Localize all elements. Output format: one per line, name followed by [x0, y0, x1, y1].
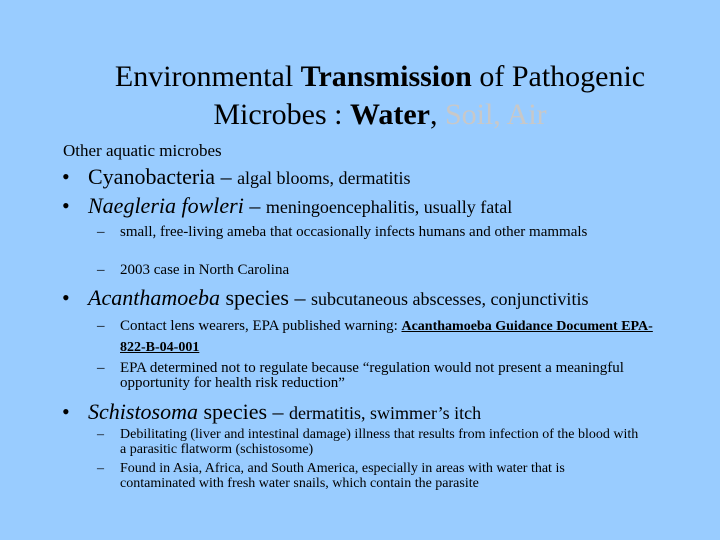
title-water: Water [349, 98, 430, 131]
item-description: subcutaneous abscesses, conjunctivitis [311, 289, 589, 309]
item-separator: – [289, 285, 311, 310]
item-name: Schistosoma [88, 399, 198, 424]
sub-item-text-plain: Contact lens wearers, EPA published warning: [120, 318, 402, 334]
item-name-suffix: species [219, 285, 289, 310]
item-name: Cyanobacteria [88, 164, 216, 189]
sub-item-text [120, 316, 657, 358]
item-description: dermatitis, swimmer’s itch [289, 403, 482, 423]
sub-item [97, 427, 642, 457]
bullet-item-schistosoma [62, 399, 481, 425]
sub-item-text: Found in Asia, Africa, and South America, especially in areas with water that is contaminated with fresh water snails, which contain the parasite [120, 461, 565, 491]
intro-text: Other aquatic microbes [63, 141, 222, 160]
sub-item-text: small, free-living ameba that occasionally infects humans and other mammals [120, 224, 588, 240]
dash-icon: – [97, 461, 104, 476]
sub-item [97, 225, 657, 240]
bullet-icon: • [62, 285, 70, 310]
title-text-1: Environmental [114, 60, 301, 93]
bullet-item-acanthamoeba [62, 285, 588, 311]
sub-item [97, 461, 642, 491]
sub-item [97, 361, 657, 391]
bullet-item-naegleria [62, 193, 512, 219]
slide-title [40, 58, 720, 134]
dash-icon: – [97, 427, 104, 442]
dash-icon: – [97, 318, 105, 334]
item-description: meningoencephalitis, usually fatal [265, 197, 513, 217]
sub-item-text: Debilitating (liver and intestinal damage) illness that results from infection of the blood with a parasitic flatworm (schistosome) [120, 427, 639, 457]
bullet-item-cyanobacteria [62, 164, 411, 190]
sub-item [97, 263, 657, 278]
dash-icon: – [97, 224, 105, 240]
item-name-suffix: species [198, 399, 268, 424]
item-name: Acanthamoeba [88, 285, 220, 310]
sub-item-text: 2003 case in North Carolina [120, 262, 290, 278]
item-name: Naegleria fowleri [88, 193, 244, 218]
acanthamoeba-guidance-link[interactable]: Acanthamoeba Guidance Document EPA-822-B-04-001 [120, 319, 653, 355]
bullet-icon: • [62, 164, 70, 189]
item-separator: – [243, 193, 266, 218]
title-text-3: of Pathogenic [471, 60, 646, 93]
item-separator: – [215, 164, 238, 189]
bullet-icon: • [62, 193, 70, 218]
title-soil-air: Soil, Air [444, 98, 547, 131]
dash-icon: – [97, 262, 105, 278]
dash-icon: – [97, 360, 105, 376]
title-comma: , [429, 98, 445, 131]
bullet-icon: • [62, 399, 70, 424]
sub-item [97, 316, 657, 358]
item-description: algal blooms, dermatitis [237, 168, 411, 188]
title-text-4: Microbes : [213, 98, 350, 131]
item-separator: – [267, 399, 290, 424]
title-transmission: Transmission [300, 60, 472, 93]
sub-item-text: EPA determined not to regulate because “regulation would not present a meaningful opportunity for health risk reduction” [120, 360, 624, 391]
